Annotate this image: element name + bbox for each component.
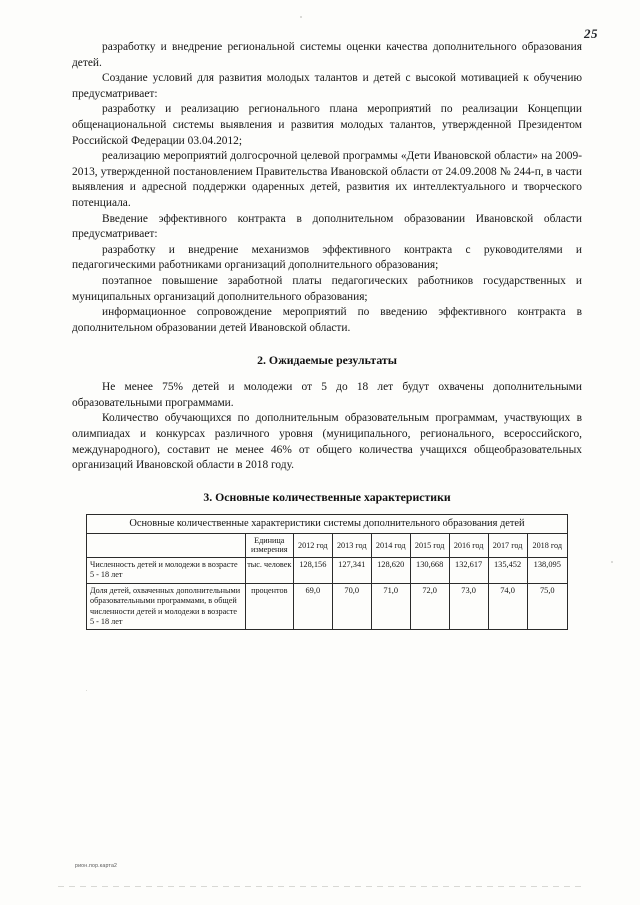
- table-cell: 132,617: [449, 558, 488, 584]
- table-cell: 138,095: [527, 558, 567, 584]
- paragraph: Создание условий для развития молодых талантов и детей с высокой мотивацией к обучению предусматривает:: [72, 72, 582, 100]
- table-header-row: [87, 533, 568, 557]
- scan-artifact-line: [58, 886, 582, 887]
- table-header-blank: [87, 533, 246, 557]
- table-header-cell: Единица измерения: [245, 533, 293, 557]
- table-cell: 75,0: [527, 583, 567, 630]
- table-cell: 127,341: [332, 558, 371, 584]
- table-header-cell: 2017 год: [488, 533, 527, 557]
- table-cell: 70,0: [332, 583, 371, 630]
- scan-speck: [86, 690, 87, 691]
- table-header-cell: 2013 год: [332, 533, 371, 557]
- scan-speck: [611, 561, 613, 563]
- table-title: Основные количественные характеристики системы дополнительного образования детей: [87, 514, 568, 533]
- table-row-unit: процентов: [245, 583, 293, 630]
- table-row-label: Доля детей, охваченных дополнительными образовательными программами, в общей численности детей и молодежи в возрасте 5 - 18 лет: [87, 583, 246, 630]
- paragraph: поэтапное повышение заработной платы педагогических работников государственных и муниципальных организаций дополнительного образования;: [72, 274, 582, 303]
- paragraph: реализацию мероприятий долгосрочной целевой программы «Дети Ивановской области» на 2009-2013, утвержденной постановлением Правительства Ивановской области от 24.09.2008 № 244-п, в части выявления и адресной поддержки одаренных детей, развития их интеллектуального и творческого потенциала.: [72, 150, 582, 209]
- section-heading-results: 2. Ожидаемые результаты: [257, 353, 397, 368]
- table-cell: 74,0: [488, 583, 527, 630]
- scan-speck: [300, 16, 302, 18]
- paragraph: Не менее 75% детей и молодежи от 5 до 18 лет будут охвачены дополнительными образовательными программами.: [72, 381, 582, 409]
- table-cell: 71,0: [371, 583, 410, 630]
- table-row: [87, 583, 568, 630]
- statistics-table: [86, 514, 568, 631]
- table-row-label: Численность детей и молодежи в возрасте 5 - 18 лет: [87, 558, 246, 584]
- page-number: 25: [584, 26, 598, 41]
- table-header-cell: 2012 год: [293, 533, 332, 557]
- table-cell: 73,0: [449, 583, 488, 630]
- table-cell: 69,0: [293, 583, 332, 630]
- table-cell: 128,156: [293, 558, 332, 584]
- section-heading-quantitative: 3. Основные количественные характеристики: [203, 489, 451, 504]
- table-cell: 128,620: [371, 558, 410, 584]
- table-cell: 72,0: [410, 583, 449, 630]
- table-row: [87, 558, 568, 584]
- footer-note: рион.пор.карта2: [75, 863, 118, 869]
- table-cell: 130,668: [410, 558, 449, 584]
- table-row-unit: тыс. человек: [245, 558, 293, 584]
- paragraph: Количество обучающихся по дополнительным образовательным программам, участвующих в олимпиадах и конкурсах различного уровня (муниципального, регионального, всероссийского, международного), составит не менее 46% от общего количества учащихся общеобразовательных организаций Ивановской области в 2018 году.: [72, 412, 582, 472]
- table-title-row: [87, 514, 568, 533]
- paragraph: разработку и реализацию регионального плана мероприятий по реализации Концепции общенациональной системы выявления и развития молодых талантов, утвержденной Президентом Российской Федерации 03.04.2012;: [72, 103, 582, 147]
- paragraph: информационное сопровождение мероприятий по введению эффективного контракта в дополнительном образовании детей Ивановской области.: [72, 306, 582, 334]
- table-header-cell: 2018 год: [527, 533, 567, 557]
- table-header-cell: 2016 год: [449, 533, 488, 557]
- statistics-table-wrapper: [72, 514, 582, 631]
- paragraph: разработку и внедрение региональной системы оценки качества дополнительного образования детей.: [72, 41, 582, 69]
- table-header-cell: 2014 год: [371, 533, 410, 557]
- paragraph: разработку и внедрение механизмов эффективного контракта с руководителями и педагогическими работниками организаций дополнительного образования;: [72, 243, 582, 272]
- table-header-cell: 2015 год: [410, 533, 449, 557]
- page-content: [72, 40, 582, 630]
- table-cell: 135,452: [488, 558, 527, 584]
- paragraph: Введение эффективного контракта в дополнительном образовании Ивановской области предусматривает:: [72, 212, 582, 241]
